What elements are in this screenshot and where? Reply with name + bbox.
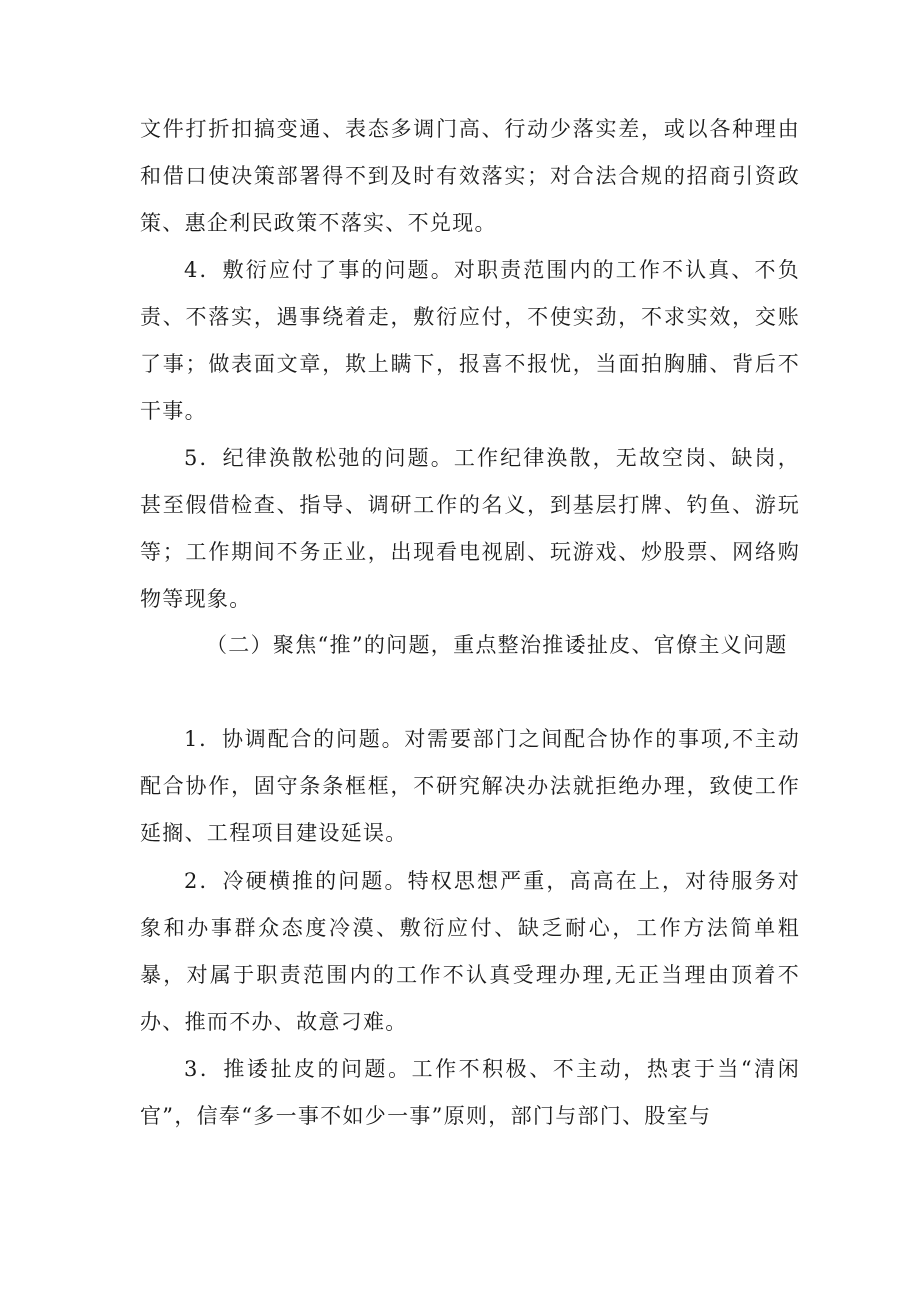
paragraph-item-1: 1．协调配合的问题。对需要部门之间配合协作的事项,不主动配合协作，固守条条框框，不研究解决办法就拒绝办理，致使工作延搁、工程项目建设延误。: [140, 727, 800, 845]
paragraph-item-3: 3．推诿扯皮的问题。工作不积极、不主动，热衷于当“清闲官”，信奉“多一事不如少一事”原则，部门与部门、股室与: [140, 1057, 800, 1128]
section-heading-2: （二）聚焦“推”的问题，重点整治推诿扯皮、官僚主义问题: [206, 633, 788, 657]
paragraph-continuation: 文件打折扣搞变通、表态多调门高、行动少落实差，或以各种理由和借口使决策部署得不到及时有效落实；对合法合规的招商引资政策、惠企利民政策不落实、不兑现。: [140, 117, 800, 235]
paragraph-item-5: 5．纪律涣散松弛的问题。工作纪律涣散，无故空岗、缺岗，甚至假借检查、指导、调研工作的名义，到基层打牌、钓鱼、游玩等；工作期间不务正业，出现看电视剧、玩游戏、炒股票、网络购物等现象。: [140, 446, 800, 611]
paragraph-item-2: 2．冷硬横推的问题。特权思想严重，高高在上，对待服务对象和办事群众态度冷漠、敷衍应付、缺乏耐心，工作方法简单粗暴，对属于职责范围内的工作不认真受理办理,无正当理由顶着不办、推而不办、故意刁难。: [140, 869, 800, 1034]
paragraph-item-4: 4．敷衍应付了事的问题。对职责范围内的工作不认真、不负责、不落实，遇事绕着走，敷衍应付，不使实劲，不求实效，交账了事；做表面文章，欺上瞒下，报喜不报忧，当面拍胸脯、背后不干事。: [140, 258, 800, 423]
